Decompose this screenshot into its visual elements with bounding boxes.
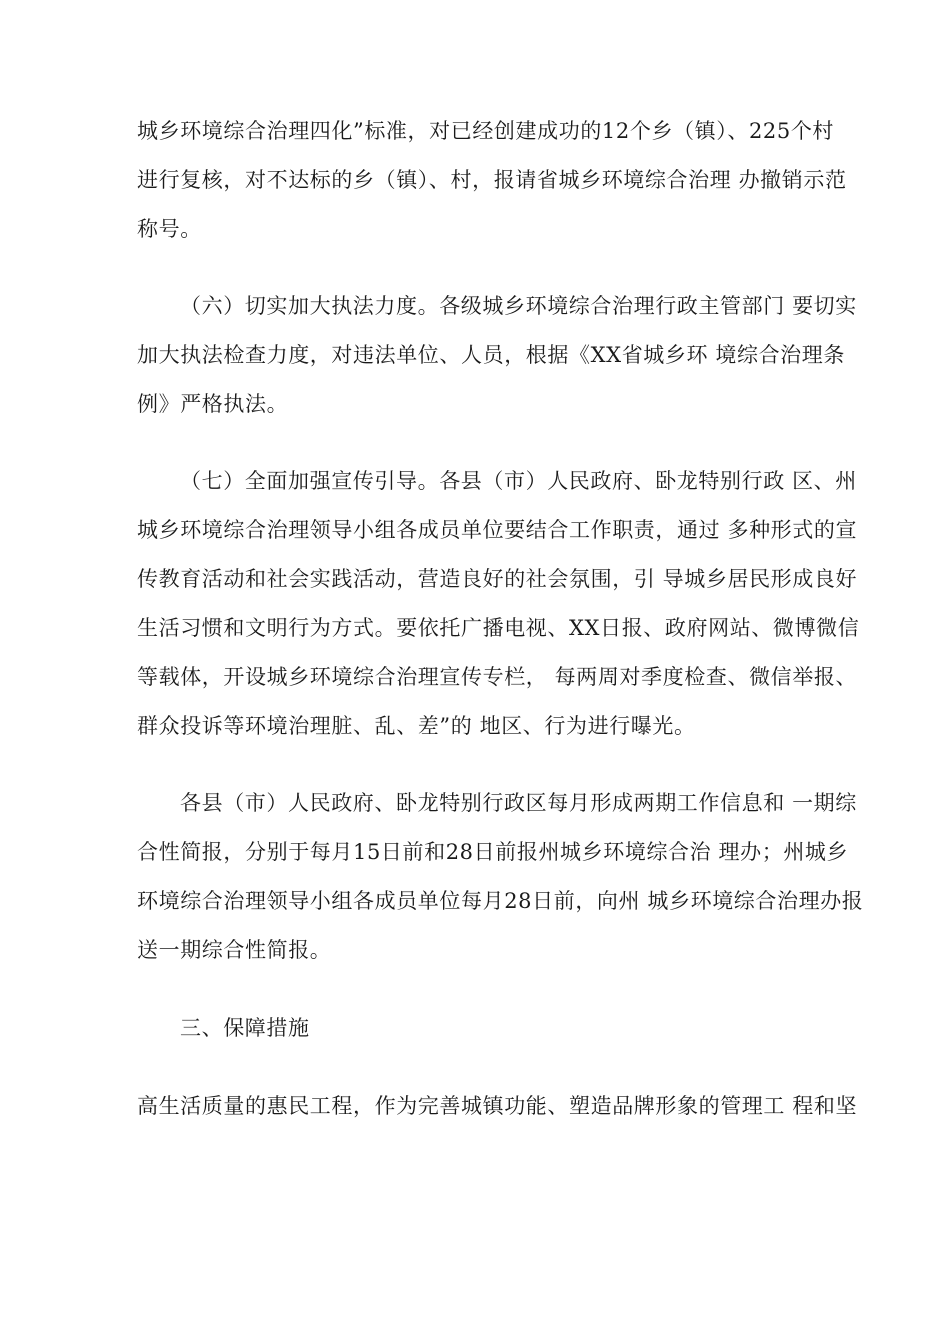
text-line-3: 称号。: [137, 217, 202, 241]
text-line-7: （七）全面加强宣传引导。各县（市）人民政府、卧龙特别行政 区、州: [180, 469, 857, 493]
text-line-18: 高生活质量的惠民工程，作为完善城镇功能、塑造品牌形象的管理工 程和坚: [137, 1094, 858, 1118]
text-line-5: 加大执法检查力度，对违法单位、人员，根据《XX省城乡环 境综合治理条: [137, 343, 845, 367]
text-line-9: 传教育活动和社会实践活动，营造良好的社会氛围，引 导城乡居民形成良好: [137, 567, 858, 591]
text-line-15: 环境综合治理领导小组各成员单位每月28日前，向州 城乡环境综合治理办报: [137, 889, 864, 913]
text-line-14: 合性简报，分别于每月15日前和28日前报州城乡环境综合治 理办；州城乡: [137, 840, 849, 864]
text-line-2: 进行复核，对不达标的乡（镇）、村，报请省城乡环境综合治理 办撤销示范: [137, 168, 847, 192]
text-line-16: 送一期综合性简报。: [137, 938, 332, 962]
text-line-10: 生活习惯和文明行为方式。要依托广播电视、XX日报、政府网站、微博微信: [137, 616, 860, 640]
text-line-6: 例》严格执法。: [137, 392, 289, 416]
section-heading: 三、保障措施: [180, 1016, 310, 1040]
text-line-4: （六）切实加大执法力度。各级城乡环境综合治理行政主管部门 要切实: [180, 294, 857, 318]
text-line-8: 城乡环境综合治理领导小组各成员单位要结合工作职责，通过 多种形式的宣: [137, 518, 858, 542]
text-line-13: 各县（市）人民政府、卧龙特别行政区每月形成两期工作信息和 一期综: [180, 791, 857, 815]
text-line-1: 城乡环境综合治理四化”标准，对已经创建成功的12个乡（镇）、225个村: [137, 119, 835, 143]
text-line-12: 群众投诉等环境治理脏、乱、差”的 地区、行为进行曝光。: [137, 714, 696, 738]
text-line-11: 等载体，开设城乡环境综合治理宣传专栏， 每两周对季度检查、微信举报、: [137, 665, 858, 689]
